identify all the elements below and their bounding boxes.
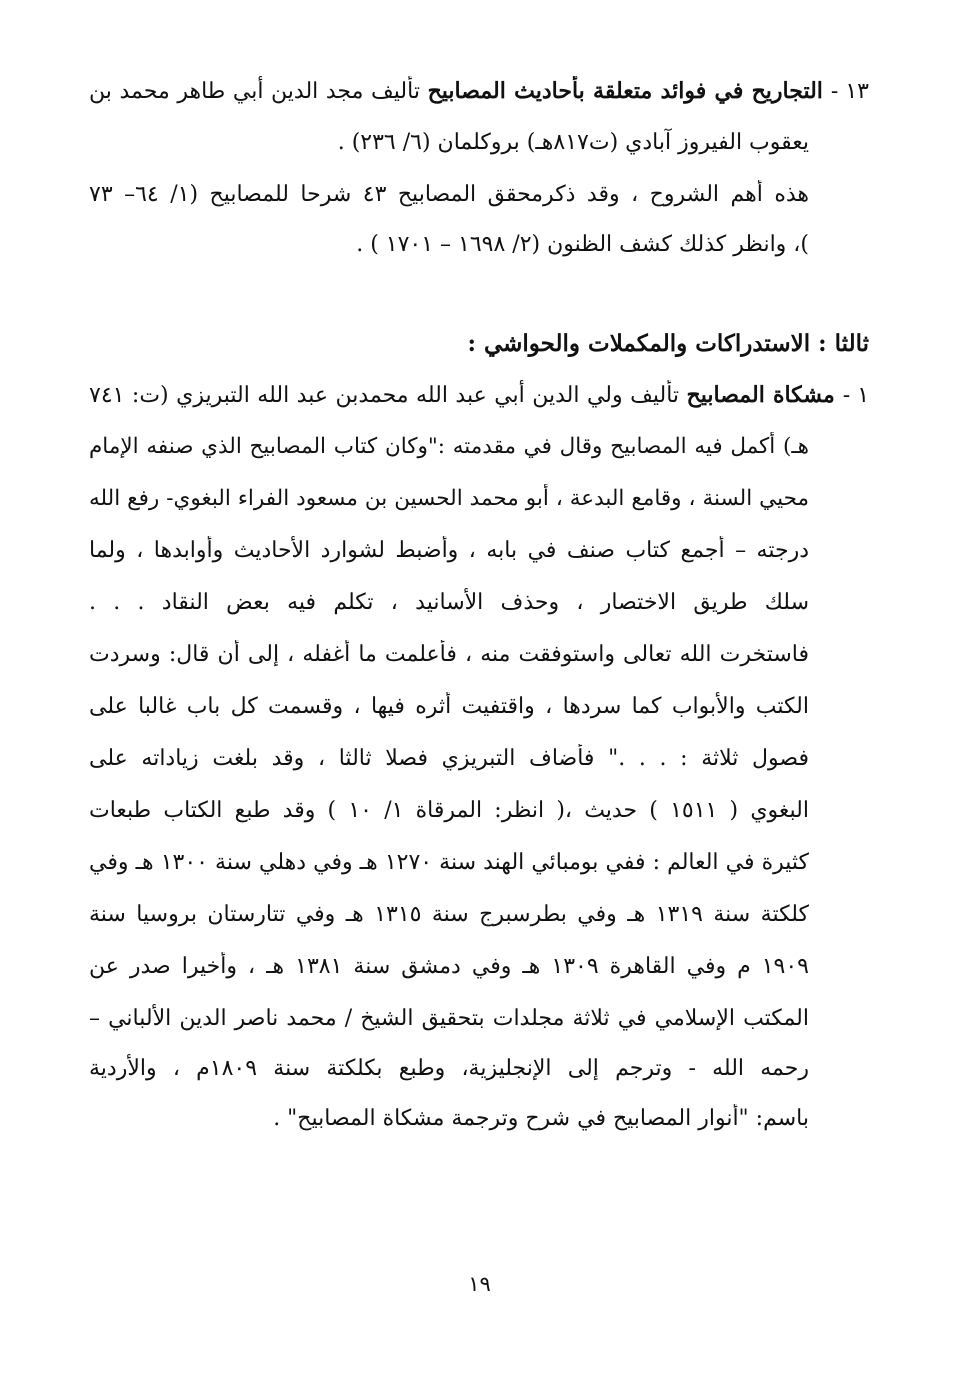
entry-1-body-line: درجته – أجمع كتاب صنف في بابه ، وأضبط لشوارد الأحاديث وأوابدها ، ولما — [89, 538, 809, 563]
entry-1-line-1-rest: تأليف ولي الدين أبي عبد الله محمدبن عبد الله التبريزي (ت: ٧٤١ — [89, 383, 680, 408]
summary-line-2: )، وانظر كذلك كشف الظنون (٢/ ١٦٩٨ – ١٧٠١ ) . — [356, 232, 809, 257]
entry-13-title: التجاريح في فوائد متعلقة بأحاديث المصابيح — [427, 78, 823, 104]
entry-1-body-line: رحمه الله - وترجم إلى الإنجليزية، وطبع بكلكتة سنة ١٨٠٩م ، والأردية — [89, 1056, 809, 1081]
entry-1-body-line: محيي السنة ، وقامع البدعة ، أبو محمد الحسين بن مسعود الفراء البغوي- رفع الله — [89, 486, 809, 511]
entry-1-body-line: كثيرة في العالم : ففي بومبائي الهند سنة ١٢٧٠ هـ وفي دهلي سنة ١٣٠٠ هـ وفي — [89, 850, 809, 875]
entry-1-body-line: كلكتة سنة ١٣١٩ هـ وفي بطرسبرج سنة ١٣١٥ هـ وفي تتارستان بروسيا سنة — [89, 902, 809, 927]
entry-1-body-line: هـ) أكمل فيه المصابيح وقال في مقدمته :"وكان كتاب المصابيح الذي صنفه الإمام — [89, 434, 809, 459]
entry-1-body-line: ١٩٠٩ م وفي القاهرة ١٣٠٩ هـ وفي دمشق سنة ١٣٨١ هـ ، وأخيرا صدر عن — [89, 954, 809, 979]
entry-1-body-line: باسم: "أنوار المصابيح في شرح وترجمة مشكاة المصابيح" . — [273, 1106, 809, 1131]
entry-13-line-1 — [89, 76, 869, 107]
entry-1-number: ١ - — [842, 383, 869, 408]
entry-1-title: مشكاة المصابيح — [686, 382, 835, 408]
entry-1-body-line: سلك طريق الاختصار ، وحذف الأسانيد ، تكلم فيه بعض النقاد . . . — [89, 590, 809, 615]
entry-1-body-line: الكتب والأبواب كما سردها ، واقتفيت أثره فيها ، وقسمت كل باب غالبا على — [89, 694, 809, 719]
entry-1-body-line: البغوي ( ١٥١١ ) حديث ،( انظر: المرقاة ١/ ١٠ ) وقد طبع الكتاب طبعات — [89, 798, 809, 823]
entry-13-line-2: يعقوب الفيروز آبادي (ت٨١٧هـ) بروكلمان (٦/ ٢٣٦) . — [337, 130, 809, 155]
entry-1-body-line: المكتب الإسلامي في ثلاثة مجلدات بتحقيق الشيخ / محمد ناصر الدين الألباني – — [89, 1006, 809, 1031]
section-heading: ثالثا : الاستدراكات والمكملات والحواشي : — [467, 330, 869, 357]
entry-1-body-line: فصول ثلاثة : . . ." فأضاف التبريزي فصلا ثالثا ، وقد بلغت زياداته على — [89, 746, 809, 771]
entry-13-number: ١٣ - — [830, 79, 869, 104]
entry-1-line-1 — [89, 380, 869, 411]
entry-13-line-1-rest: تأليف مجد الدين أبي طاهر محمد بن — [89, 79, 420, 104]
summary-line-1: هذه أهم الشروح ، وقد ذكرمحقق المصابيح ٤٣ شرحا للمصابيح (١/ ٦٤– ٧٣ — [89, 182, 809, 207]
page-number: ١٩ — [468, 1272, 491, 1296]
entry-1-body-line: فاستخرت الله تعالى واستوفقت منه ، فأعلمت ما أغفله ، إلى أن قال: وسردت — [89, 642, 809, 667]
